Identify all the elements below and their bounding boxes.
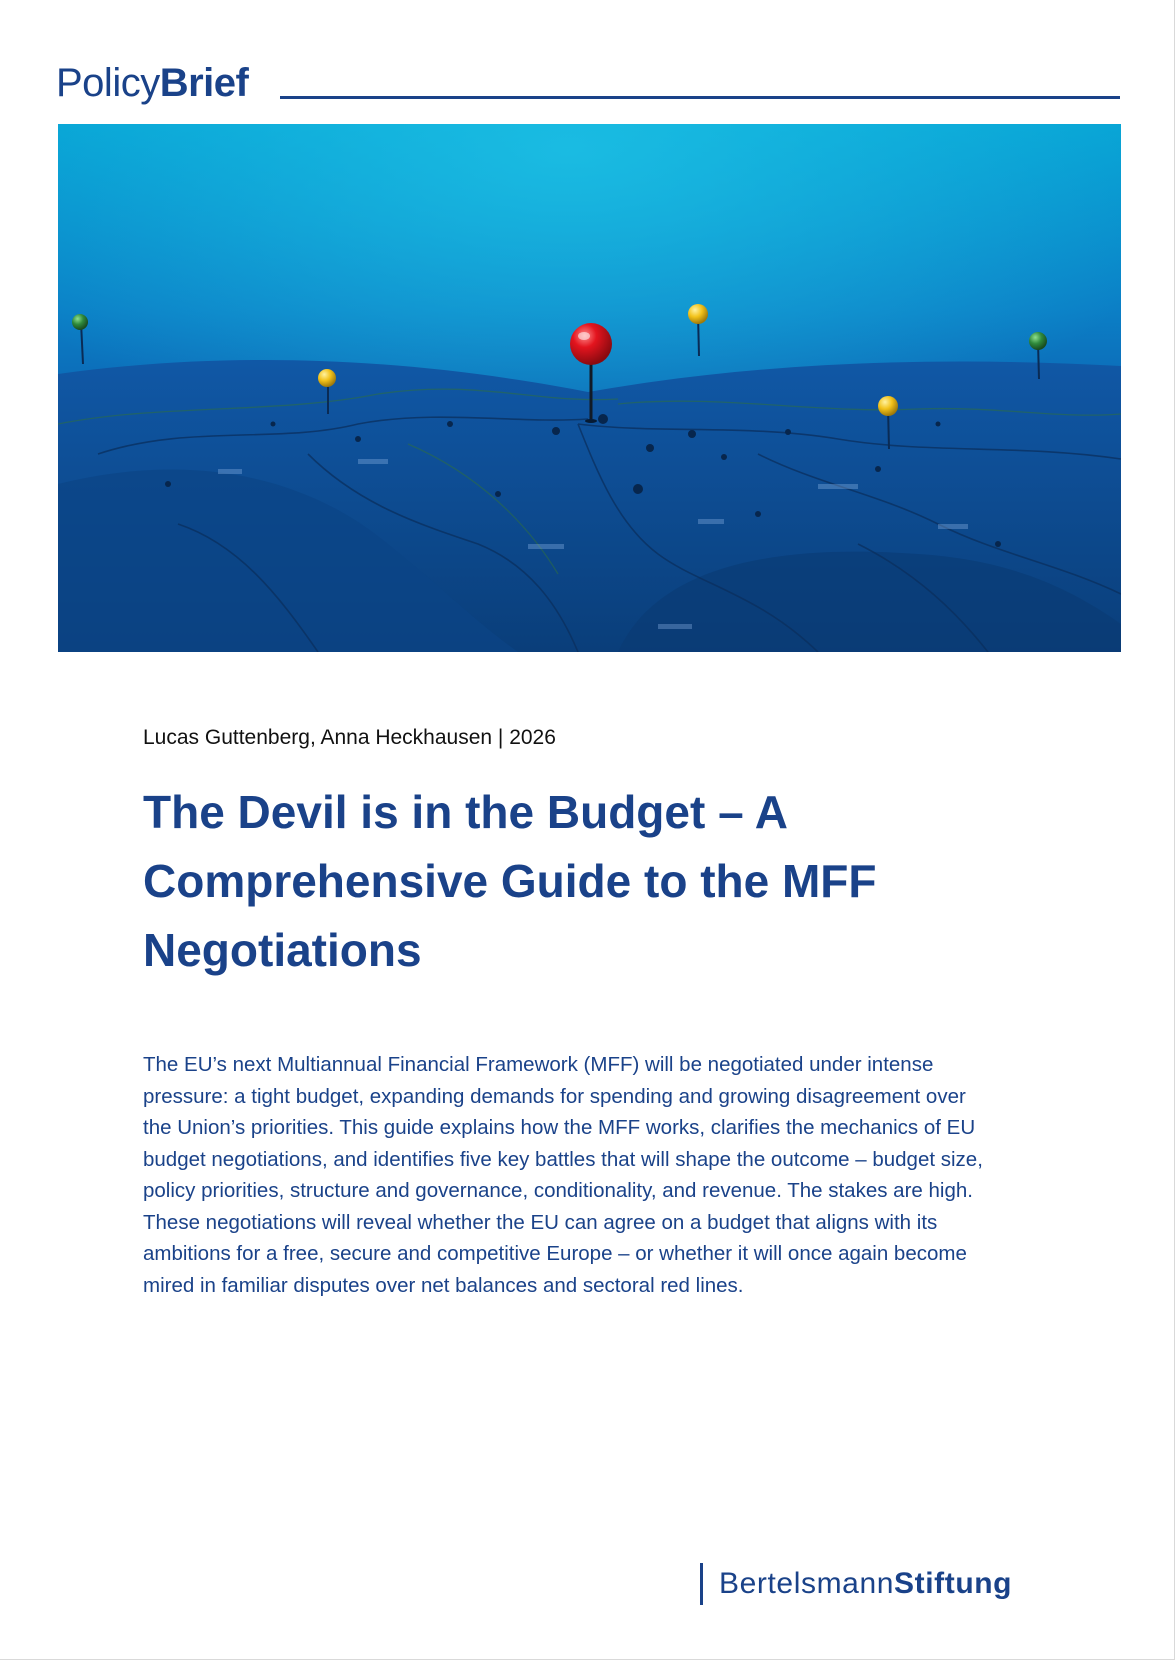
logo-wordmark-prefix: Bertelsmann xyxy=(719,1567,895,1600)
abstract-line: These negotiations will reveal whether the EU can agree on a budget that aligns with its xyxy=(143,1210,938,1234)
logo-divider-bar xyxy=(700,1563,703,1605)
abstract-paragraph xyxy=(143,1049,1043,1301)
abstract-line: the Union’s priorities. This guide explains how the MFF works, clarifies the mechanics of EU xyxy=(143,1116,976,1139)
abstract-line: mired in familiar disputes over net balances and sectoral red lines. xyxy=(143,1273,744,1297)
abstract-line: ambitions for a free, secure and competitive Europe – or whether it will once again become xyxy=(143,1242,967,1265)
logo-suffix: Brief xyxy=(159,61,249,105)
abstract-line: The EU’s next Multiannual Financial Framework (MFF) will be negotiated under intense xyxy=(143,1053,934,1076)
title-line: Comprehensive Guide to the MFF xyxy=(143,855,877,907)
logo-wordmark xyxy=(719,1567,1012,1601)
abstract-line: budget negotiations, and identifies five key battles that will shape the outcome – budget size, xyxy=(143,1147,983,1171)
abstract-line: policy priorities, structure and governance, conditionality, and revenue. The stakes are high. xyxy=(143,1179,973,1202)
masthead-rule xyxy=(280,96,1120,99)
policy-brief-logo xyxy=(56,58,248,108)
logo-wordmark-suffix: Stiftung xyxy=(894,1567,1013,1600)
title-line: Negotiations xyxy=(143,924,422,976)
authors-byline: Lucas Guttenberg, Anna Heckhausen | 2026 xyxy=(143,726,556,749)
map-with-pins-icon xyxy=(58,124,1121,652)
document-title xyxy=(143,778,1043,985)
logo-prefix: Policy xyxy=(56,61,160,105)
abstract-line: pressure: a tight budget, expanding demands for spending and growing disagreement over xyxy=(143,1084,966,1108)
bertelsmann-stiftung-logo xyxy=(700,1562,1012,1606)
title-line: The Devil is in the Budget – A xyxy=(143,786,788,838)
hero-map-photo xyxy=(58,124,1121,652)
